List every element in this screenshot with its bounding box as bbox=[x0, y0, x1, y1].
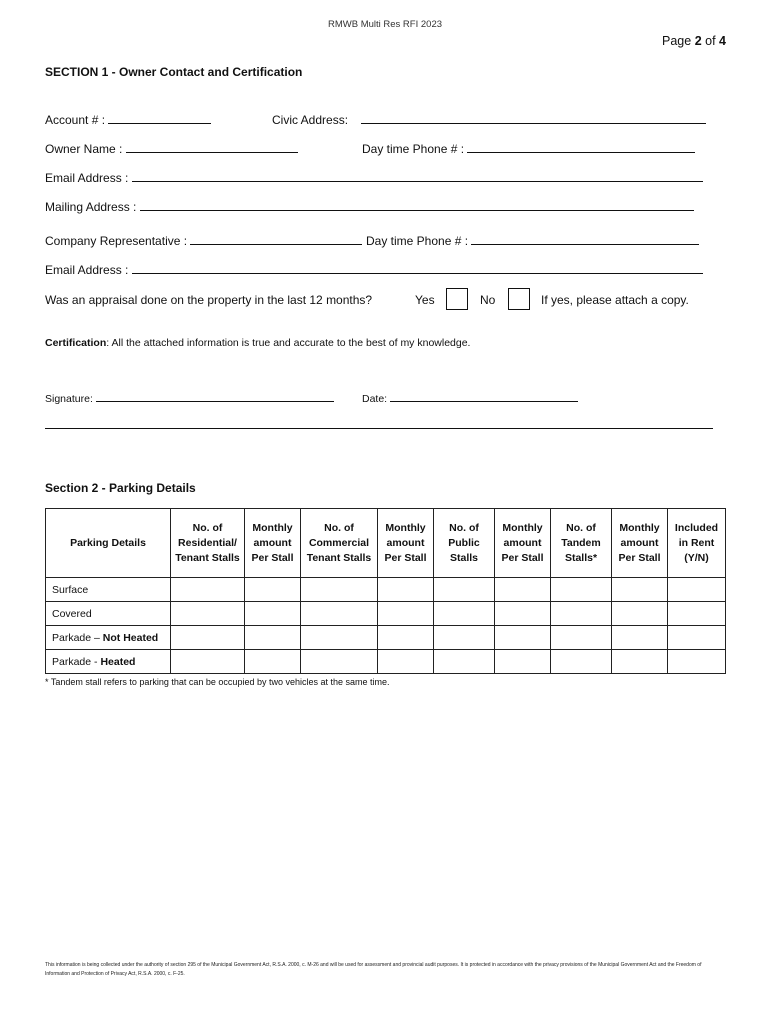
table-cell[interactable] bbox=[434, 578, 495, 602]
table-cell[interactable] bbox=[301, 650, 378, 674]
table-cell[interactable] bbox=[495, 626, 551, 650]
table-cell[interactable] bbox=[378, 602, 434, 626]
section2-title: Section 2 - Parking Details bbox=[45, 481, 196, 495]
table-cell[interactable] bbox=[551, 650, 612, 674]
column-header: Parking Details bbox=[46, 509, 171, 578]
mailing-label: Mailing Address : bbox=[45, 200, 137, 214]
page-current: 2 bbox=[694, 34, 702, 48]
table-cell[interactable] bbox=[434, 650, 495, 674]
table-cell[interactable] bbox=[668, 626, 726, 650]
tandem-footnote: * Tandem stall refers to parking that can be occupied by two vehicles at the same time. bbox=[45, 677, 390, 687]
owner-label: Owner Name : bbox=[45, 142, 123, 156]
table-cell[interactable] bbox=[171, 650, 245, 674]
table-cell[interactable] bbox=[495, 650, 551, 674]
mailing-row bbox=[45, 199, 694, 214]
date-row bbox=[362, 390, 578, 405]
day-phone-row bbox=[362, 141, 695, 156]
appraisal-question: Was an appraisal done on the property in the last 12 months? bbox=[45, 293, 373, 307]
table-cell[interactable] bbox=[245, 650, 301, 674]
yes-checkbox[interactable] bbox=[446, 288, 468, 310]
no-label: No bbox=[480, 293, 496, 307]
no-checkbox[interactable] bbox=[508, 288, 530, 310]
parking-table bbox=[45, 508, 726, 674]
table-cell[interactable] bbox=[301, 602, 378, 626]
email-label: Email Address : bbox=[45, 171, 129, 185]
column-header: Monthly amount Per Stall bbox=[245, 509, 301, 578]
owner-row bbox=[45, 141, 298, 156]
column-header: No. of Commercial Tenant Stalls bbox=[301, 509, 378, 578]
column-header: No. of Residential/ Tenant Stalls bbox=[171, 509, 245, 578]
row-label: Surface bbox=[46, 578, 171, 602]
day-phone-field[interactable] bbox=[467, 141, 695, 153]
section-divider bbox=[45, 428, 713, 429]
table-cell[interactable] bbox=[171, 602, 245, 626]
certification-bold: Certification bbox=[45, 337, 107, 349]
table-cell[interactable] bbox=[612, 626, 668, 650]
table-cell[interactable] bbox=[434, 602, 495, 626]
date-label: Date: bbox=[362, 393, 388, 405]
company-rep-label: Company Representative : bbox=[45, 234, 188, 248]
page-total: 4 bbox=[719, 34, 726, 48]
column-header: No. of Public Stalls bbox=[434, 509, 495, 578]
civic-label: Civic Address: bbox=[272, 113, 349, 127]
account-field[interactable] bbox=[108, 112, 211, 124]
page-number bbox=[662, 34, 726, 48]
table-cell[interactable] bbox=[301, 626, 378, 650]
column-header: Monthly amount Per Stall bbox=[612, 509, 668, 578]
table-cell[interactable] bbox=[612, 602, 668, 626]
column-header: Included in Rent (Y/N) bbox=[668, 509, 726, 578]
row-label: Covered bbox=[46, 602, 171, 626]
table-cell[interactable] bbox=[668, 650, 726, 674]
mailing-address-field[interactable] bbox=[140, 199, 694, 211]
table-cell[interactable] bbox=[612, 578, 668, 602]
date-field[interactable] bbox=[390, 390, 578, 402]
table-cell[interactable] bbox=[612, 650, 668, 674]
signature-row bbox=[45, 390, 334, 405]
table-row bbox=[46, 626, 726, 650]
page-of: of bbox=[705, 34, 716, 48]
email-row-2 bbox=[45, 262, 703, 277]
table-cell[interactable] bbox=[245, 578, 301, 602]
appraisal-note: If yes, please attach a copy. bbox=[541, 293, 689, 307]
table-cell[interactable] bbox=[378, 578, 434, 602]
signature-label: Signature: bbox=[45, 393, 93, 405]
email-row bbox=[45, 170, 703, 185]
certification-text: : All the attached information is true and accurate to the best of my knowledge. bbox=[106, 337, 471, 349]
table-row bbox=[46, 578, 726, 602]
account-row bbox=[45, 112, 211, 127]
day-phone-field-2[interactable] bbox=[471, 233, 699, 245]
table-cell[interactable] bbox=[551, 626, 612, 650]
table-cell[interactable] bbox=[245, 626, 301, 650]
table-cell[interactable] bbox=[245, 602, 301, 626]
table-cell[interactable] bbox=[301, 578, 378, 602]
signature-field[interactable] bbox=[96, 390, 334, 402]
yes-label: Yes bbox=[415, 293, 435, 307]
table-cell[interactable] bbox=[668, 602, 726, 626]
section1-title: SECTION 1 - Owner Contact and Certification bbox=[45, 65, 303, 79]
company-rep-field[interactable] bbox=[190, 233, 362, 245]
table-row bbox=[46, 650, 726, 674]
column-header: Monthly amount Per Stall bbox=[378, 509, 434, 578]
table-cell[interactable] bbox=[551, 602, 612, 626]
civic-address-field[interactable] bbox=[361, 112, 706, 124]
row-label: Parkade - Heated bbox=[46, 650, 171, 674]
owner-name-field[interactable] bbox=[126, 141, 298, 153]
table-cell[interactable] bbox=[378, 650, 434, 674]
table-cell[interactable] bbox=[495, 578, 551, 602]
email-label-2: Email Address : bbox=[45, 263, 129, 277]
privacy-footer: This information is being collected under the authority of section 295 of the Municipal Government Act, R.S.A. 2000, c. M-26 and will be used for assessment and provincial audit purposes. It is protected in accordance with the privacy provisions of the Municipal Government Act and the Freedom of Information and Protection of Privacy Act, R.S.A. 2000, c. F-25. bbox=[45, 962, 702, 977]
table-cell[interactable] bbox=[668, 578, 726, 602]
table-cell[interactable] bbox=[171, 626, 245, 650]
table-cell[interactable] bbox=[434, 626, 495, 650]
table-cell[interactable] bbox=[551, 578, 612, 602]
page-prefix: Page bbox=[662, 34, 692, 48]
company-rep-row bbox=[45, 233, 362, 248]
account-label: Account # : bbox=[45, 113, 106, 127]
parking-header-row bbox=[46, 509, 726, 578]
row-label: Parkade – Not Heated bbox=[46, 626, 171, 650]
day-phone-label: Day time Phone # : bbox=[362, 142, 465, 156]
column-header: Monthly amount Per Stall bbox=[495, 509, 551, 578]
civic-row bbox=[272, 112, 706, 127]
column-header: No. of Tandem Stalls* bbox=[551, 509, 612, 578]
table-cell[interactable] bbox=[171, 578, 245, 602]
day-phone-label-2: Day time Phone # : bbox=[366, 234, 469, 248]
email-field[interactable] bbox=[132, 170, 703, 182]
document-header: RMWB Multi Res RFI 2023 bbox=[327, 19, 443, 30]
day-phone-row-2 bbox=[366, 233, 699, 248]
table-row bbox=[46, 602, 726, 626]
email-field-2[interactable] bbox=[132, 262, 703, 274]
table-cell[interactable] bbox=[495, 602, 551, 626]
table-cell[interactable] bbox=[378, 626, 434, 650]
certification-statement bbox=[45, 337, 470, 349]
